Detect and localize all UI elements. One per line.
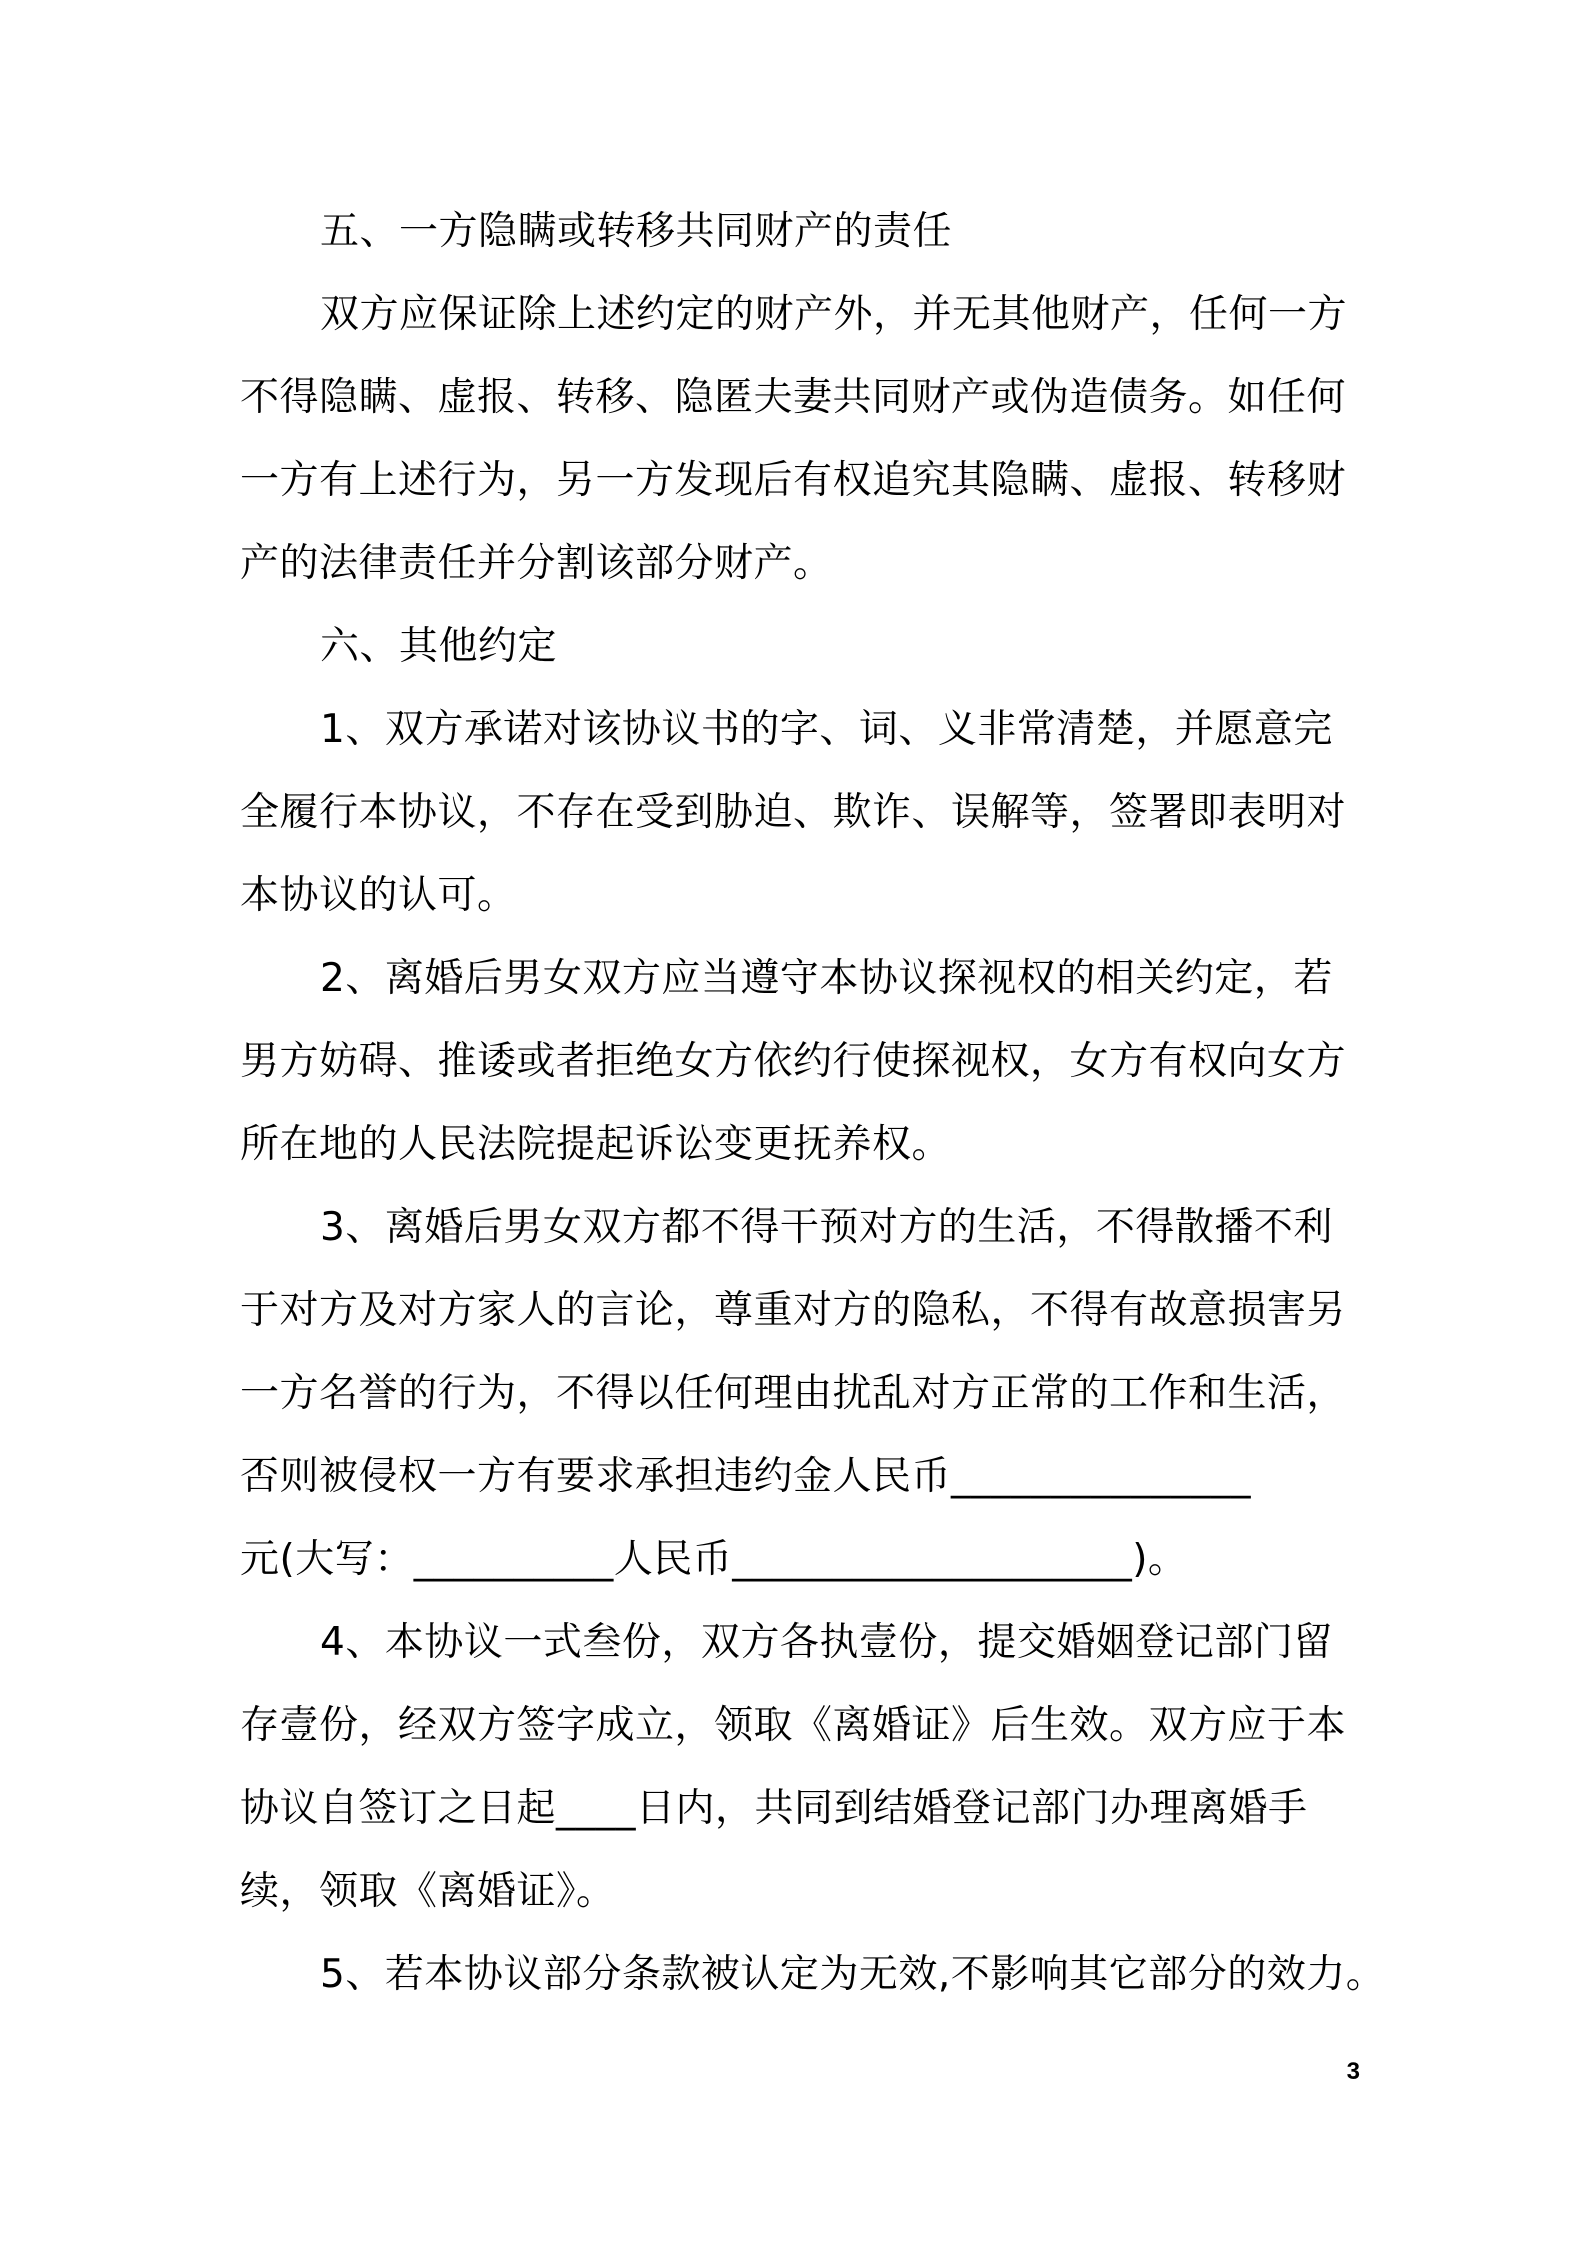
clause-1-line: 全履行本协议，不存在受到胁迫、欺诈、误解等，签署即表明对: [240, 790, 1347, 835]
clause-2-line: 2、离婚后男女双方应当遵守本协议探视权的相关约定，若: [320, 956, 1333, 1001]
clause-3-line: 元(大写：__________人民币____________________)。: [240, 1537, 1188, 1582]
clause-4-line: 续，领取《离婚证》。: [240, 1869, 616, 1914]
clause-3-line: 否则被侵权一方有要求承担违约金人民币_______________: [240, 1454, 1252, 1499]
clause-1-line: 本协议的认可。: [240, 873, 517, 918]
section-heading-5: 五、一方隐瞒或转移共同财产的责任: [320, 209, 953, 254]
clause-3-line: 3、离婚后男女双方都不得干预对方的生活，不得散播不利: [320, 1205, 1333, 1250]
clause-2-line: 男方妨碍、推诿或者拒绝女方依约行使探视权，女方有权向女方: [240, 1039, 1347, 1084]
paragraph-line: 产的法律责任并分割该部分财产。: [240, 541, 833, 586]
clause-1-line: 1、双方承诺对该协议书的字、词、义非常清楚，并愿意完: [320, 707, 1333, 752]
clause-2-line: 所在地的人民法院提起诉讼变更抚养权。: [240, 1122, 952, 1167]
clause-3-line: 一方名誉的行为，不得以任何理由扰乱对方正常的工作和生活，: [240, 1371, 1347, 1416]
clause-3-line: 于对方及对方家人的言论，尊重对方的隐私，不得有故意损害另: [240, 1288, 1347, 1333]
paragraph-line: 不得隐瞒、虚报、转移、隐匿夫妻共同财产或伪造债务。如任何: [240, 375, 1347, 420]
clause-4-line: 协议自签订之日起____日内，共同到结婚登记部门办理离婚手: [240, 1786, 1308, 1831]
paragraph-line: 一方有上述行为，另一方发现后有权追究其隐瞒、虚报、转移财: [240, 458, 1347, 503]
document-body: [240, 190, 1386, 2016]
paragraph-line: 双方应保证除上述约定的财产外，并无其他财产，任何一方: [320, 292, 1348, 337]
page-number: 3: [1346, 2058, 1360, 2085]
section-heading-6: 六、其他约定: [320, 624, 558, 669]
clause-4-line: 存壹份，经双方签字成立，领取《离婚证》后生效。双方应于本: [240, 1703, 1347, 1748]
clause-4-line: 4、本协议一式叁份，双方各执壹份，提交婚姻登记部门留: [320, 1620, 1333, 1665]
clause-5-line: 5、若本协议部分条款被认定为无效,不影响其它部分的效力。: [320, 1952, 1386, 1997]
